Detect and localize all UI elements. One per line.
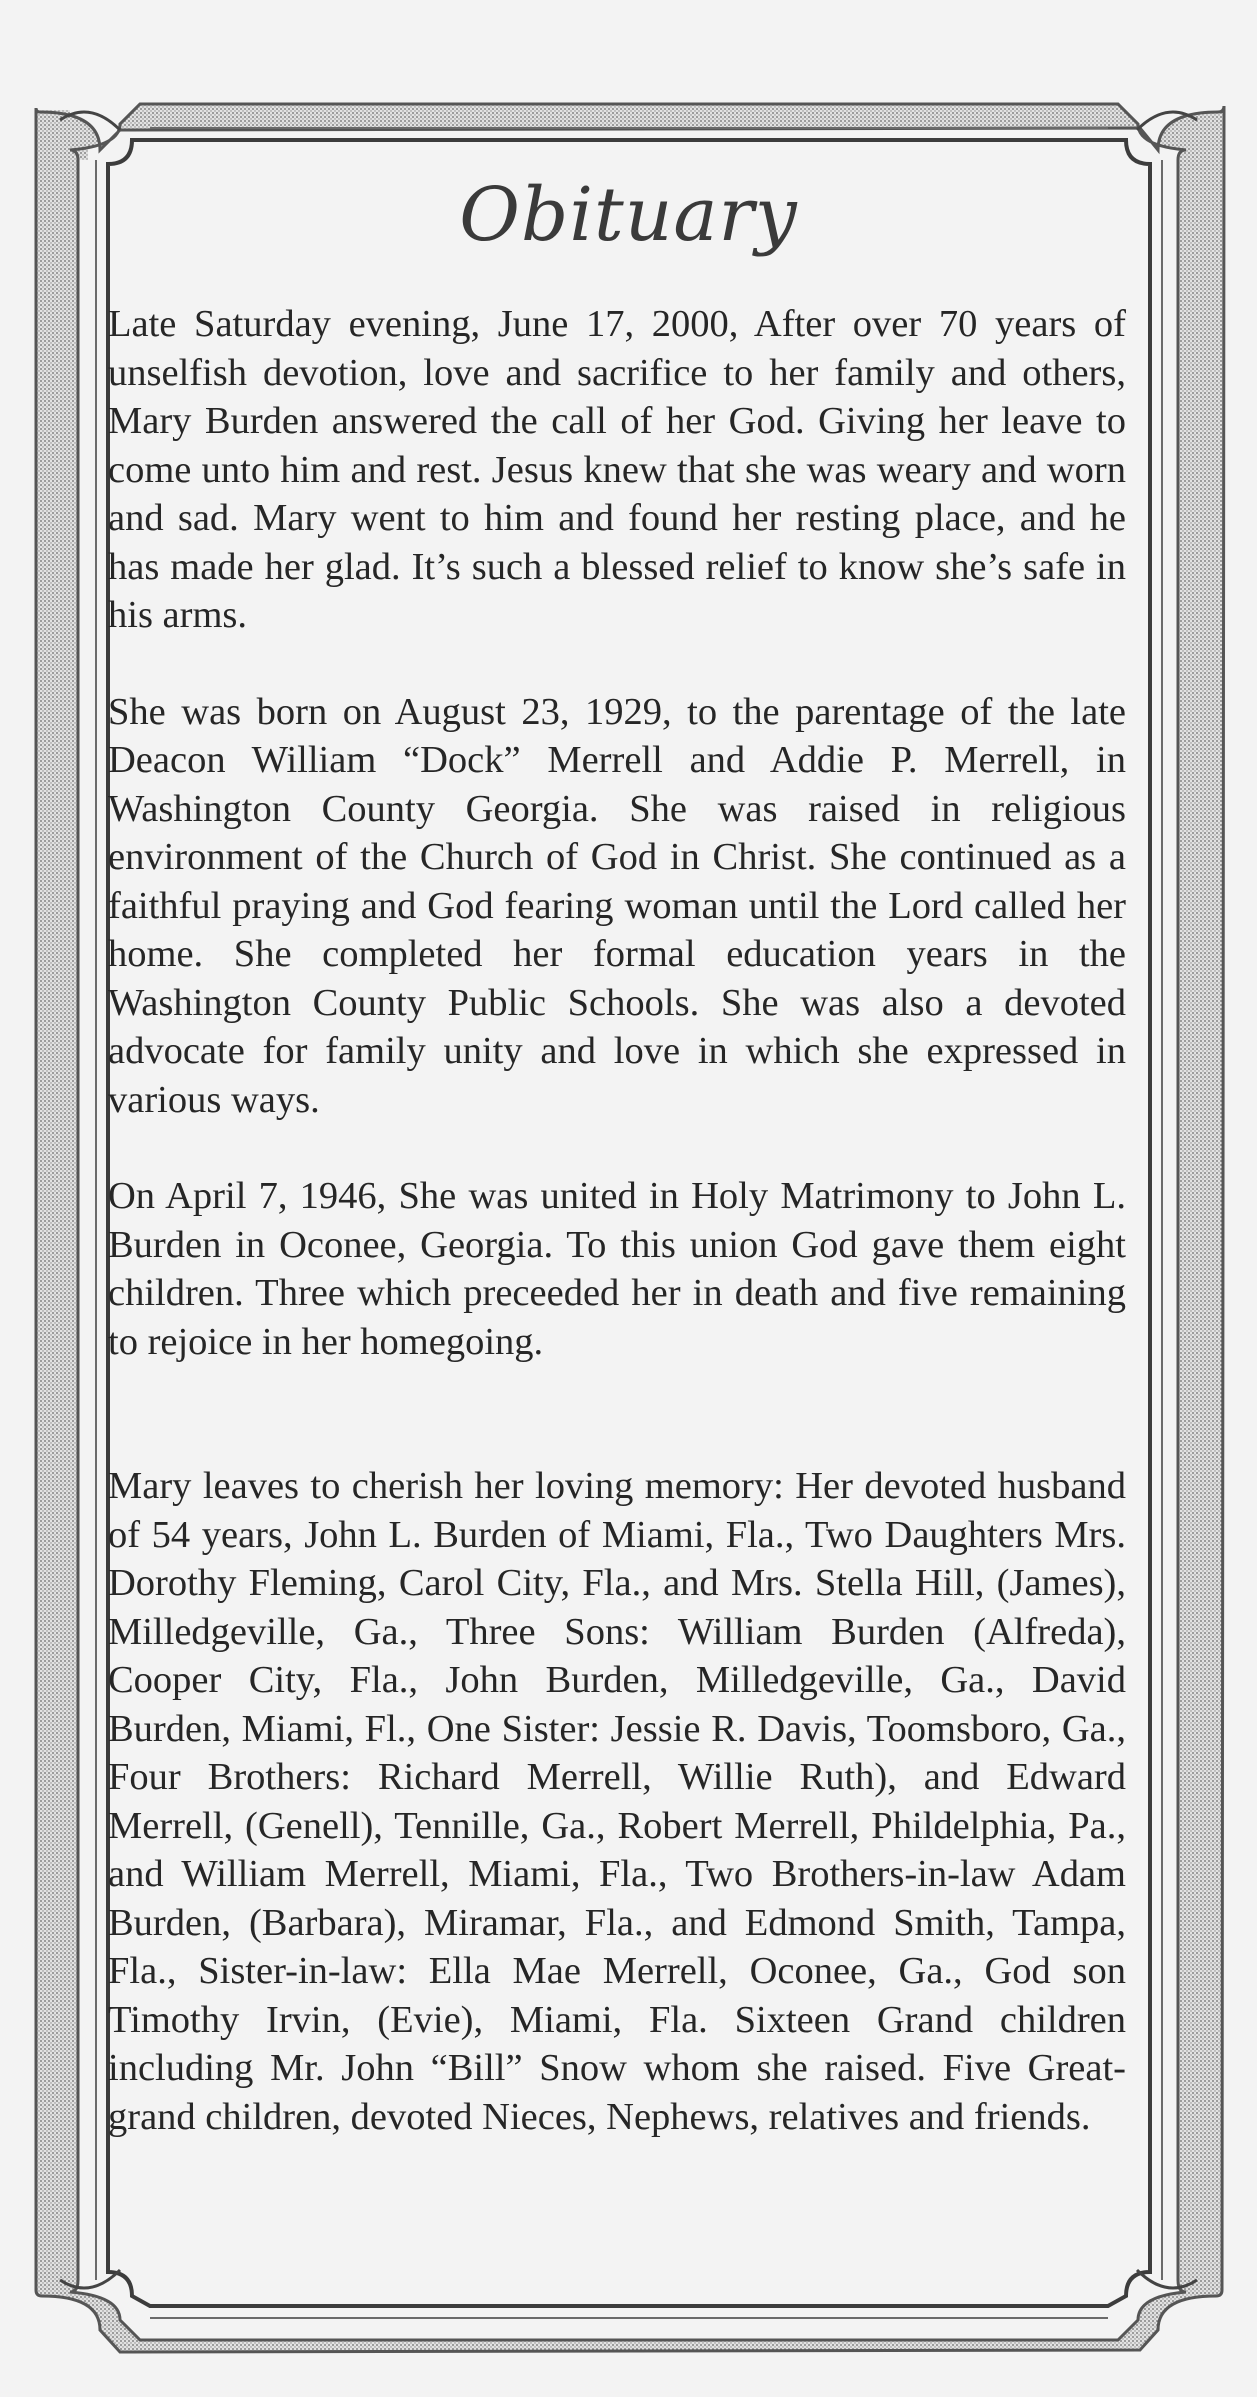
paragraph-passing: Late Saturday evening, June 17, 2000, After over 70 years of unselfish devotion, love and sacrifice to her family and others, Mary Burden answered the call of her God. Giving her leave to come unto him and rest. Jesus knew that she was weary and worn and sad. Mary went to him and found her resting place, and he has made her glad. It’s such a blessed relief to know she’s safe in his arms. <box>108 303 1126 636</box>
obituary-title: Obituary <box>459 172 798 258</box>
obituary-body <box>108 300 1126 2141</box>
paragraph-birth: She was born on August 23, 1929, to the parentage of the late Deacon William “Dock” Merrell and Addie P. Merrell, in Washington County Georgia. She was raised in religious environment of the Church of God in Christ. She continued as a faithful praying and God fearing woman until the Lord called her home. She completed her formal education years in the Washington County Public Schools. She was also a devoted advocate for family unity and love in which she expressed in various ways. <box>108 690 1126 1121</box>
paragraph-marriage: On April 7, 1946, She was united in Holy Matrimony to John L. Burden in Oconee, Georgia. To this union God gave them eight children. Three which preceeded her in death and five remaining to rejoice in her homegoing. <box>108 1175 1126 1363</box>
paragraph-survivors: Mary leaves to cherish her loving memory: Her devoted husband of 54 years, John L. Burden of Miami, Fla., Two Daughters Mrs. Dorothy Fleming, Carol City, Fla., and Mrs. Stella Hill, (James), Milledgeville, Ga., Three Sons: William Burden (Alfreda), Cooper City, Fla., John Burden, Milledgeville, Ga., David Burden, Miami, Fl., One Sister: Jessie R. Davis, Toomsboro, Ga., Four Brothers: Richard Merrell, Willie Ruth), and Edward Merrell, (Genell), Tennille, Ga., Robert Merrell, Phildelphia, Pa., and William Merrell, Miami, Fla., Two Brothers-in-law Adam Burden, (Barbara), Miramar, Fla., and Edmond Smith, Tampa, Fla., Sister-in-law: Ella Mae Merrell, Oconee, Ga., God son Timothy Irvin, (Evie), Miami, Fla. Sixteen Grand children including Mr. John “Bill” Snow whom she raised. Five Great-grand children, devoted Nieces, Nephews, relatives and friends. <box>108 1465 1126 2138</box>
